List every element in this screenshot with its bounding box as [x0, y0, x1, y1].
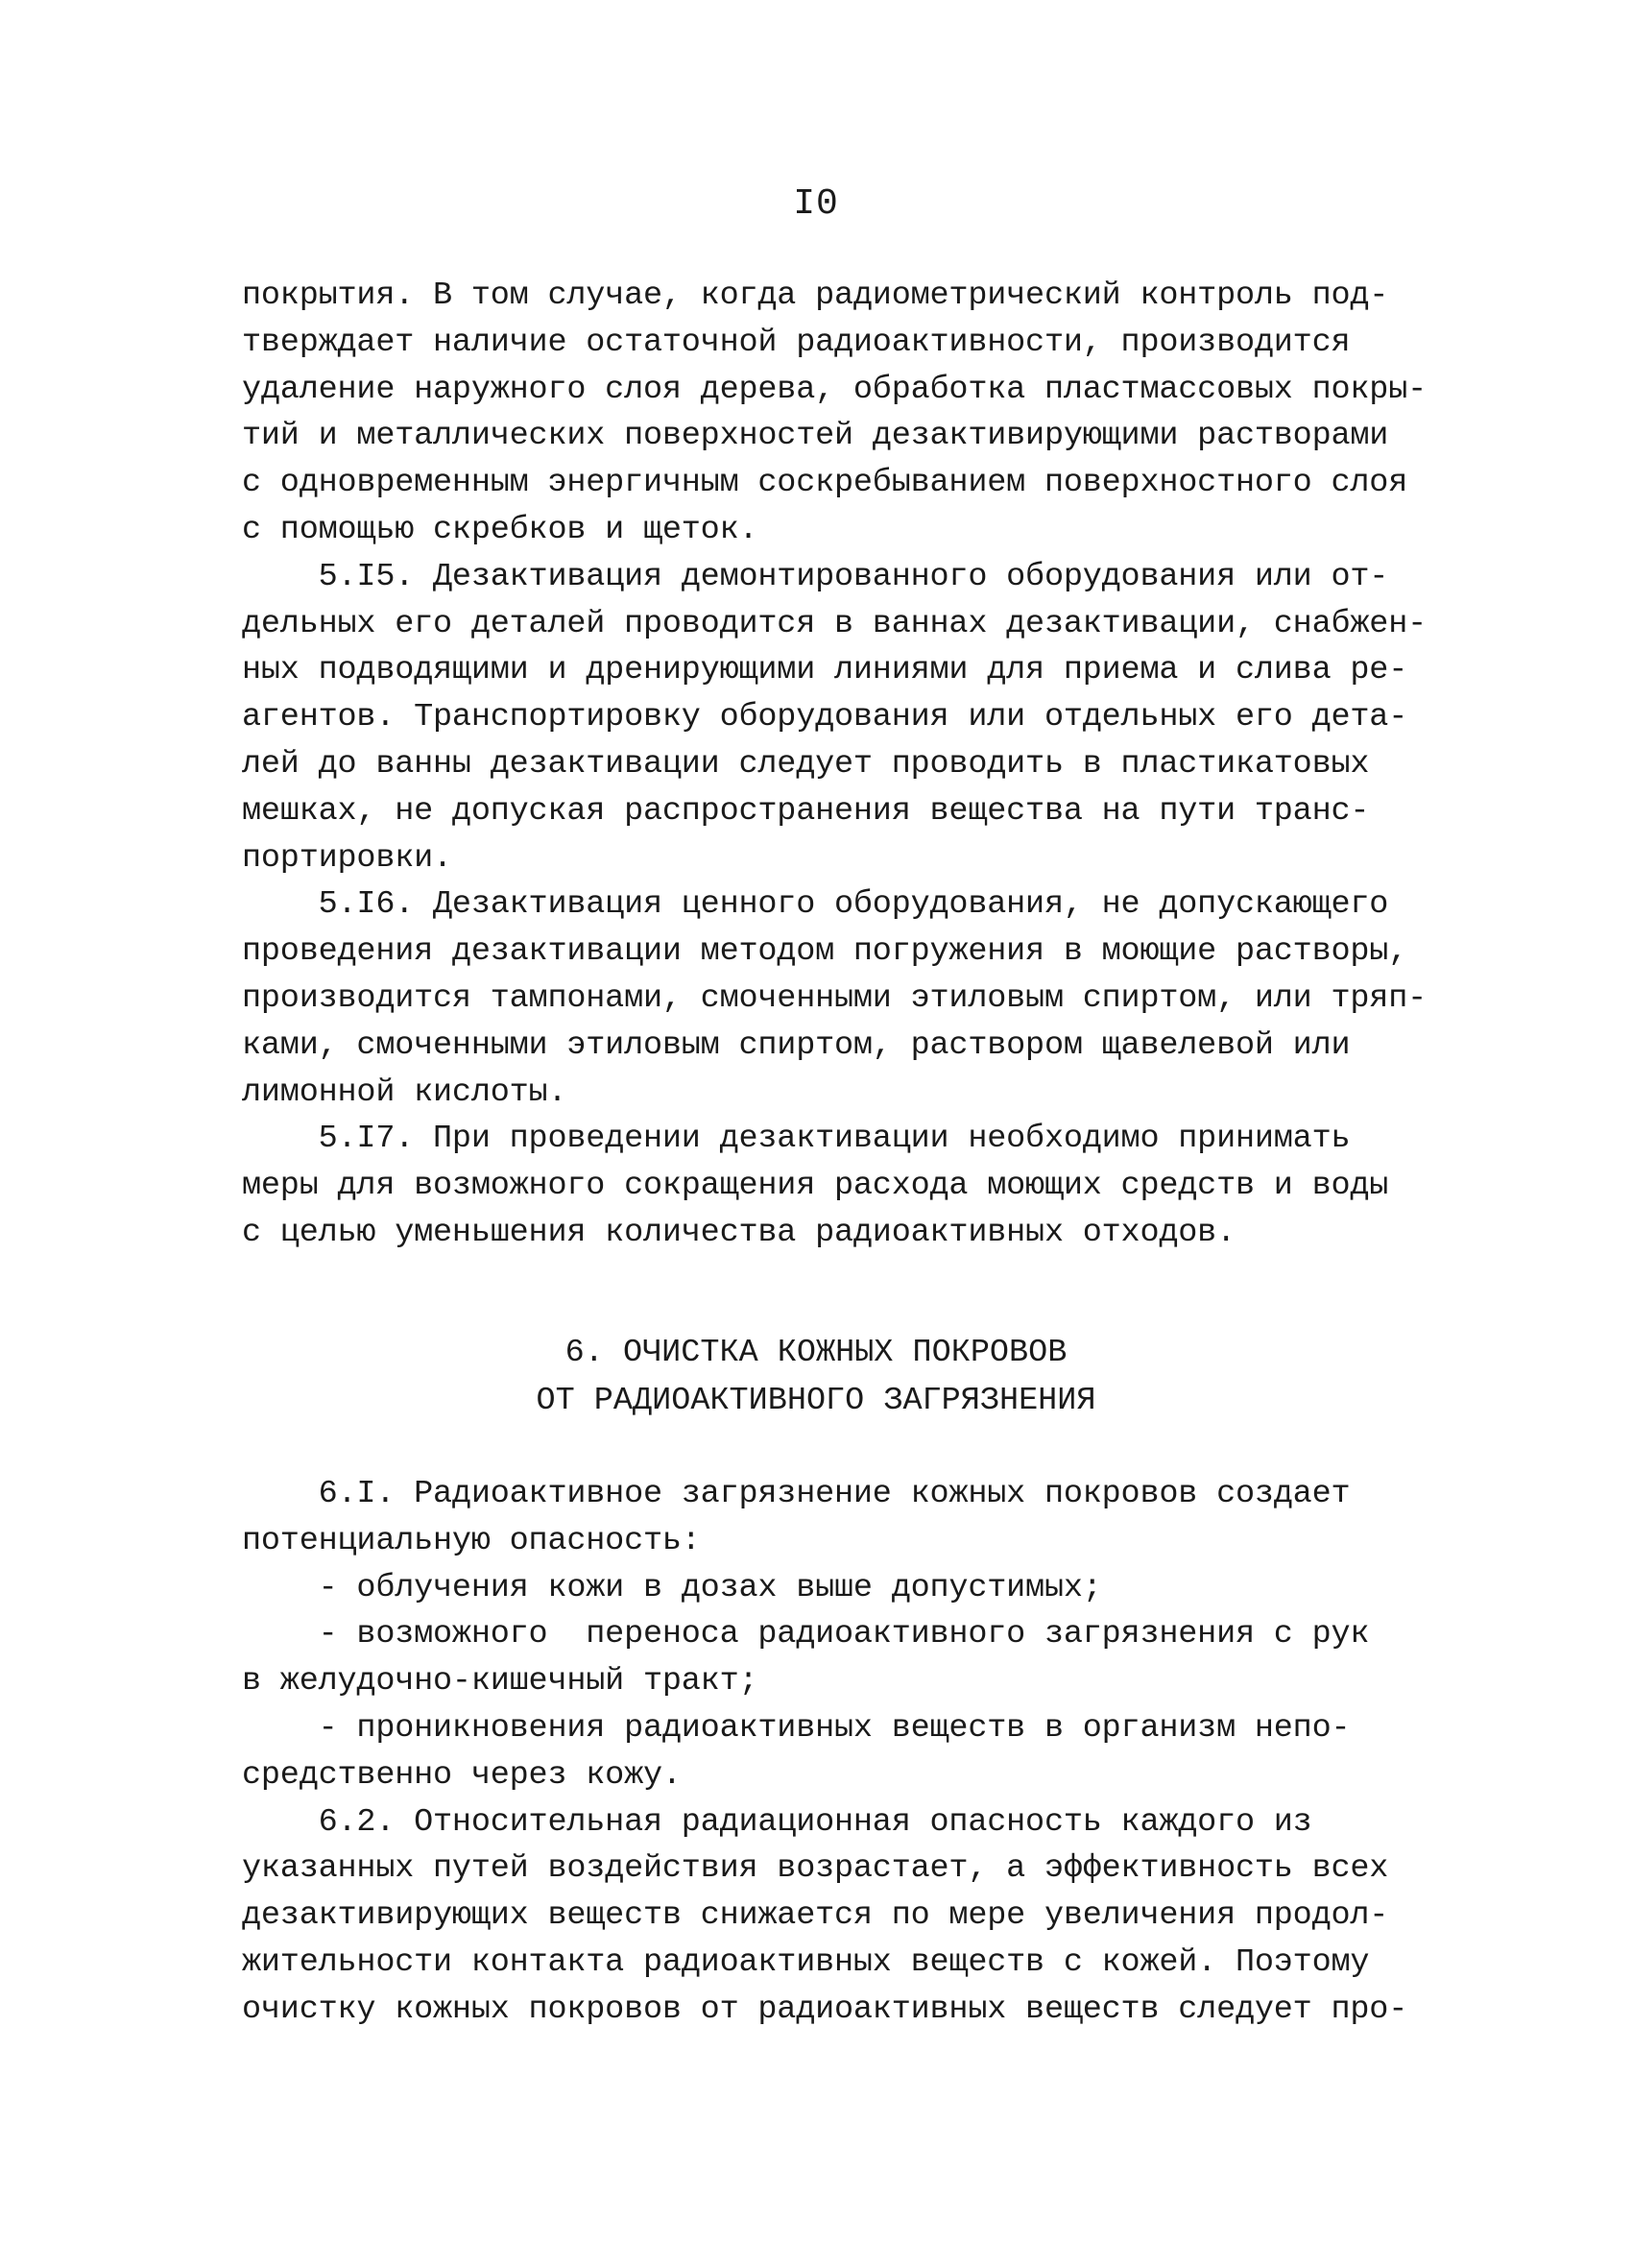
text-line: производится тампонами, смоченными этиловым спиртом, или тряп-	[242, 979, 1428, 1017]
section-6-body	[242, 1471, 1423, 2034]
text-line: портировки.	[242, 839, 452, 877]
text-line: проведения дезактивации методом погружения в моющие растворы,	[242, 933, 1408, 971]
text-line: удаление наружного слоя дерева, обработка пластмассовых покры-	[242, 371, 1428, 408]
text-line: дезактивирующих веществ снижается по мере увеличения продол-	[242, 1897, 1389, 1935]
paragraph-5-17-start: 5.I7. При проведении дезактивации необходимо принимать	[242, 1121, 1351, 1158]
text-line: меры для возможного сокращения расхода моющих средств и воды	[242, 1168, 1389, 1205]
text-line: тий и металлических поверхностей дезактивирующими растворами	[242, 418, 1389, 455]
text-line: средственно через кожу.	[242, 1756, 682, 1794]
paragraph-6-1-start: 6.I. Радиоактивное загрязнение кожных покровов создает	[242, 1476, 1351, 1512]
text-line: дельных его деталей проводится в ваннах дезактивации, снабжен-	[242, 605, 1428, 642]
page-number: I0	[793, 183, 839, 225]
text-line: жительности контакта радиоактивных веществ с кожей. Поэтому	[242, 1943, 1370, 1981]
paragraph-5-15-start: 5.I5. Дезактивация демонтированного оборудования или от-	[242, 558, 1389, 595]
text-line: указанных путей воздействия возрастает, а эффективность всех	[242, 1850, 1389, 1888]
text-line: очистку кожных покровов от радиоактивных веществ следует про-	[242, 1991, 1408, 2028]
text-line: мешках, не допуская распространения вещества на пути транс-	[242, 792, 1370, 830]
section-6-heading	[0, 1329, 1632, 1425]
text-line: покрытия. В том случае, когда радиометрический контроль под-	[242, 277, 1389, 314]
section-6-title-line-2: ОТ РАДИОАКТИВНОГО ЗАГРЯЗНЕНИЯ	[536, 1383, 1096, 1419]
list-item: - проникновения радиоактивных веществ в организм непо-	[242, 1709, 1351, 1747]
text-line: лимонной кислоты.	[242, 1074, 567, 1111]
section-5-continuation	[242, 273, 1428, 1257]
text-line: потенциальную опасность:	[242, 1522, 701, 1559]
text-line: агентов. Транспортировку оборудования или отдельных его дета-	[242, 699, 1408, 736]
text-line: ками, смоченными этиловым спиртом, раствором щавелевой или	[242, 1026, 1351, 1064]
text-line: с целью уменьшения количества радиоактивных отходов.	[242, 1214, 1236, 1251]
text-line: тверждает наличие остаточной радиоактивности, производится	[242, 324, 1351, 361]
paragraph-5-16-start: 5.I6. Дезактивация ценного оборудования, не допускающего	[242, 886, 1389, 924]
text-line: лей до ванны дезактивации следует проводить в пластикатовых	[242, 745, 1370, 783]
list-item: - возможного переноса радиоактивного загрязнения с рук	[242, 1616, 1370, 1653]
text-line: с одновременным энергичным соскребыванием поверхностного слоя	[242, 465, 1408, 502]
list-item: - облучения кожи в дозах выше допустимых;	[242, 1569, 1102, 1606]
text-line: с помощью скребков и щеток.	[242, 511, 758, 548]
text-line: в желудочно-кишечный тракт;	[242, 1663, 758, 1701]
paragraph-6-2-start: 6.2. Относительная радиационная опасность каждого из	[242, 1803, 1312, 1841]
text-line: ных подводящими и дренирующими линиями для приема и слива ре-	[242, 652, 1408, 689]
section-6-title-line-1: 6. ОЧИСТКА КОЖНЫХ ПОКРОВОВ	[564, 1335, 1068, 1371]
